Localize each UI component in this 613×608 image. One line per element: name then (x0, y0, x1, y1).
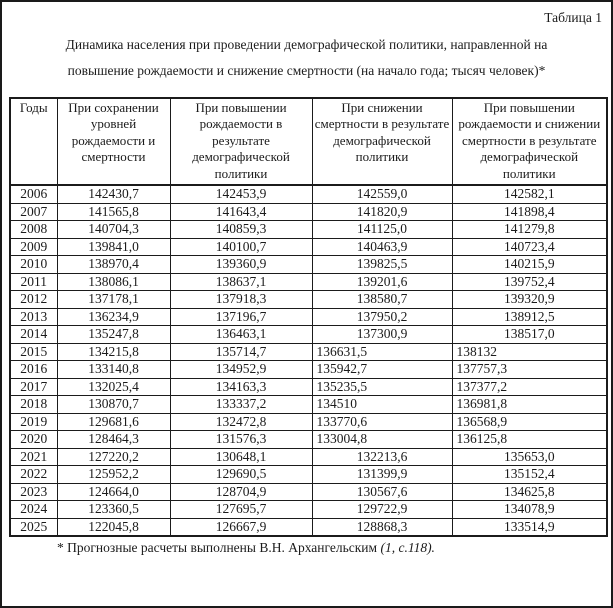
value-cell: 139201,6 (312, 273, 452, 291)
year-cell: 2009 (10, 238, 57, 256)
table-row (10, 518, 607, 536)
table-body (10, 185, 607, 536)
year-cell: 2020 (10, 431, 57, 449)
value-cell: 137757,3 (452, 361, 607, 379)
year-cell: 2023 (10, 483, 57, 501)
value-cell: 128464,3 (57, 431, 170, 449)
value-cell: 135152,4 (452, 466, 607, 484)
value-cell: 141898,4 (452, 203, 607, 221)
value-cell: 125952,2 (57, 466, 170, 484)
column-header: При сохранении уровней рождаемости и смертности (57, 98, 170, 185)
year-cell: 2021 (10, 448, 57, 466)
value-cell: 138637,1 (170, 273, 312, 291)
value-cell: 128868,3 (312, 518, 452, 536)
value-cell: 128704,9 (170, 483, 312, 501)
doc-title-line1: Динамика населения при проведении демографической политики, направленной на (65, 37, 548, 52)
value-cell: 138132 (452, 343, 607, 361)
value-cell: 132472,8 (170, 413, 312, 431)
value-cell: 142430,7 (57, 185, 170, 203)
value-cell: 140100,7 (170, 238, 312, 256)
value-cell: 134952,9 (170, 361, 312, 379)
value-cell: 136568,9 (452, 413, 607, 431)
year-cell: 2024 (10, 501, 57, 519)
value-cell: 141643,4 (170, 203, 312, 221)
population-table (9, 97, 608, 537)
year-cell: 2012 (10, 291, 57, 309)
value-cell: 136981,8 (452, 396, 607, 414)
year-cell: 2018 (10, 396, 57, 414)
value-cell: 123360,5 (57, 501, 170, 519)
table-row (10, 256, 607, 274)
table-row (10, 396, 607, 414)
table-row (10, 378, 607, 396)
value-cell: 136631,5 (312, 343, 452, 361)
table-row (10, 273, 607, 291)
value-cell: 137178,1 (57, 291, 170, 309)
value-cell: 137300,9 (312, 326, 452, 344)
year-cell: 2014 (10, 326, 57, 344)
value-cell: 134163,3 (170, 378, 312, 396)
column-header: При повышении рождаемости в результате демографической политики (170, 98, 312, 185)
value-cell: 122045,8 (57, 518, 170, 536)
value-cell: 134625,8 (452, 483, 607, 501)
value-cell: 141125,0 (312, 221, 452, 239)
value-cell: 124664,0 (57, 483, 170, 501)
value-cell: 140463,9 (312, 238, 452, 256)
value-cell: 139841,0 (57, 238, 170, 256)
value-cell: 137950,2 (312, 308, 452, 326)
table-row (10, 413, 607, 431)
value-cell: 138517,0 (452, 326, 607, 344)
table-row (10, 326, 607, 344)
year-cell: 2022 (10, 466, 57, 484)
value-cell: 137918,3 (170, 291, 312, 309)
value-cell: 134215,8 (57, 343, 170, 361)
table-row (10, 501, 607, 519)
table-row (10, 448, 607, 466)
year-cell: 2011 (10, 273, 57, 291)
value-cell: 129722,9 (312, 501, 452, 519)
value-cell: 141820,9 (312, 203, 452, 221)
footnote-citation: (1, с.118). (380, 540, 435, 556)
table-row (10, 483, 607, 501)
value-cell: 139825,5 (312, 256, 452, 274)
table-row (10, 185, 607, 203)
value-cell: 134078,9 (452, 501, 607, 519)
value-cell: 133337,2 (170, 396, 312, 414)
value-cell: 137196,7 (170, 308, 312, 326)
year-cell: 2013 (10, 308, 57, 326)
table-row (10, 238, 607, 256)
value-cell: 141279,8 (452, 221, 607, 239)
doc-title-line2: повышение рождаемости и снижение смертности (на начало года; тысяч человек)* (67, 63, 546, 78)
document-page (2, 2, 611, 556)
value-cell: 129690,5 (170, 466, 312, 484)
table-caption: Таблица 1 (544, 10, 602, 25)
table-row (10, 466, 607, 484)
table-row (10, 308, 607, 326)
doc-title (8, 32, 605, 84)
value-cell: 140723,4 (452, 238, 607, 256)
value-cell: 142453,9 (170, 185, 312, 203)
footnote-text: * Прогнозные расчеты выполнены В.Н. Архангельским (57, 540, 381, 556)
table-header-row (10, 98, 607, 185)
value-cell: 126667,9 (170, 518, 312, 536)
value-cell: 141565,8 (57, 203, 170, 221)
value-cell: 139320,9 (452, 291, 607, 309)
value-cell: 138970,4 (57, 256, 170, 274)
value-cell: 131399,9 (312, 466, 452, 484)
footnote (57, 540, 605, 556)
year-cell: 2016 (10, 361, 57, 379)
table-row (10, 431, 607, 449)
value-cell: 135942,7 (312, 361, 452, 379)
value-cell: 127220,2 (57, 448, 170, 466)
table-row (10, 291, 607, 309)
year-cell: 2015 (10, 343, 57, 361)
value-cell: 129681,6 (57, 413, 170, 431)
value-cell: 135235,5 (312, 378, 452, 396)
table-row (10, 343, 607, 361)
value-cell: 139360,9 (170, 256, 312, 274)
value-cell: 130567,6 (312, 483, 452, 501)
value-cell: 140859,3 (170, 221, 312, 239)
value-cell: 132025,4 (57, 378, 170, 396)
value-cell: 135714,7 (170, 343, 312, 361)
value-cell: 133770,6 (312, 413, 452, 431)
value-cell: 136125,8 (452, 431, 607, 449)
year-cell: 2008 (10, 221, 57, 239)
value-cell: 136234,9 (57, 308, 170, 326)
value-cell: 135653,0 (452, 448, 607, 466)
value-cell: 130870,7 (57, 396, 170, 414)
value-cell: 127695,7 (170, 501, 312, 519)
value-cell: 133004,8 (312, 431, 452, 449)
table-row (10, 361, 607, 379)
column-header: При снижении смертности в результате демографической политики (312, 98, 452, 185)
value-cell: 140215,9 (452, 256, 607, 274)
value-cell: 130648,1 (170, 448, 312, 466)
column-header: Годы (10, 98, 57, 185)
value-cell: 134510 (312, 396, 452, 414)
column-header: При повышении рождаемости и снижении смертности в результате демографической политики (452, 98, 607, 185)
value-cell: 138912,5 (452, 308, 607, 326)
value-cell: 131576,3 (170, 431, 312, 449)
table-row (10, 203, 607, 221)
table-row (10, 221, 607, 239)
value-cell: 137377,2 (452, 378, 607, 396)
value-cell: 133514,9 (452, 518, 607, 536)
value-cell: 142559,0 (312, 185, 452, 203)
year-cell: 2010 (10, 256, 57, 274)
value-cell: 133140,8 (57, 361, 170, 379)
year-cell: 2007 (10, 203, 57, 221)
year-cell: 2025 (10, 518, 57, 536)
value-cell: 135247,8 (57, 326, 170, 344)
value-cell: 138580,7 (312, 291, 452, 309)
value-cell: 138086,1 (57, 273, 170, 291)
value-cell: 142582,1 (452, 185, 607, 203)
year-cell: 2017 (10, 378, 57, 396)
value-cell: 136463,1 (170, 326, 312, 344)
value-cell: 132213,6 (312, 448, 452, 466)
year-cell: 2019 (10, 413, 57, 431)
value-cell: 139752,4 (452, 273, 607, 291)
value-cell: 140704,3 (57, 221, 170, 239)
year-cell: 2006 (10, 185, 57, 203)
